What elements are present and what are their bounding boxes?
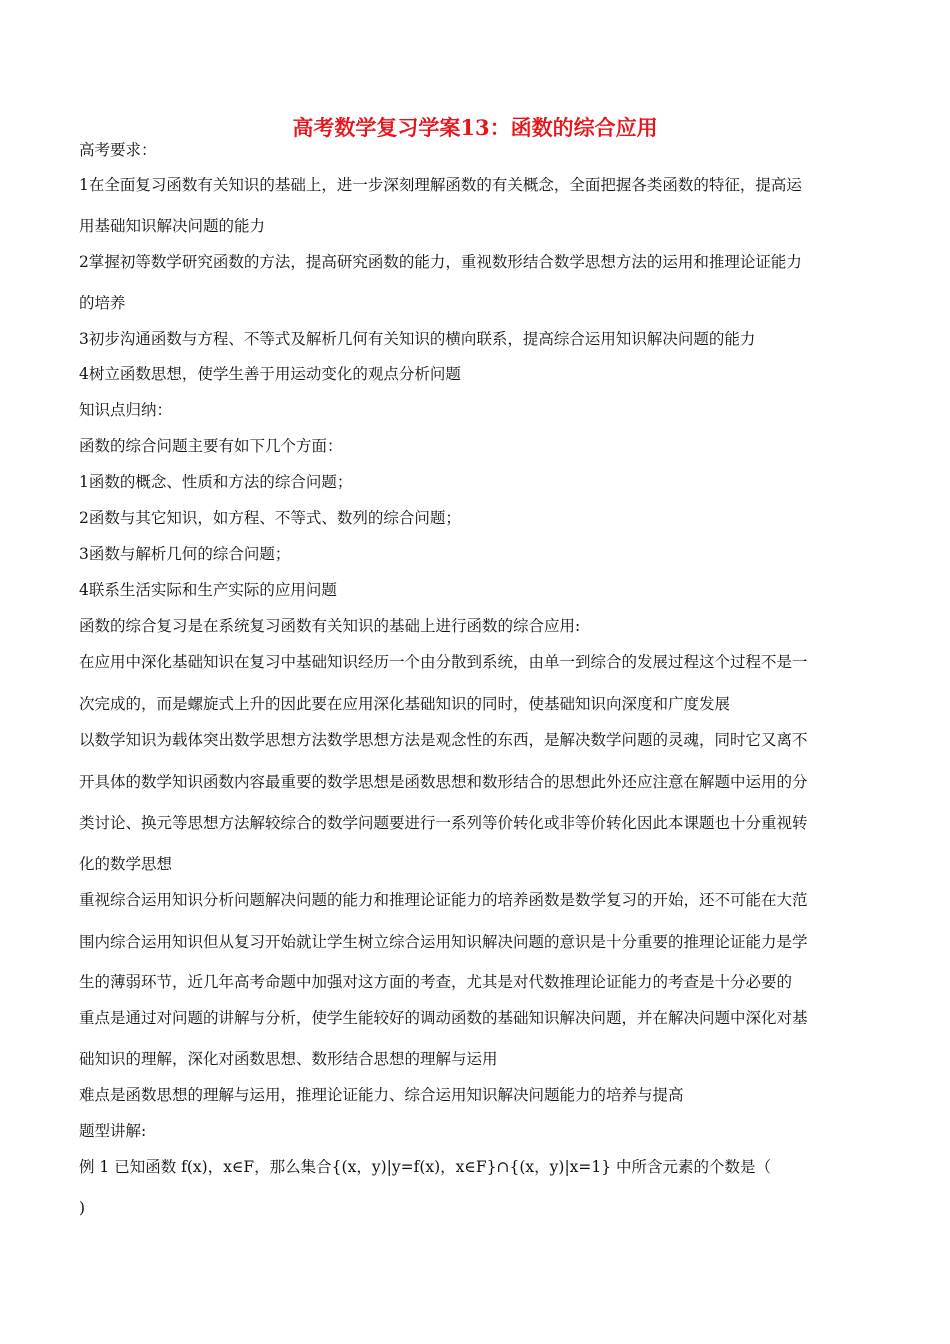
paragraph-line: 3初步沟通函数与方程、不等式及解析几何有关知识的横向联系，提高综合运用知识解决问题的能力 xyxy=(79,330,756,348)
list-item: 4联系生活实际和生产实际的应用问题 xyxy=(79,581,337,599)
paragraph-line: 化的数学思想 xyxy=(79,855,173,873)
paragraph-line: 函数的综合问题主要有如下几个方面： xyxy=(79,437,343,455)
section-heading-knowledge: 知识点归纳： xyxy=(79,401,173,419)
paragraph-line: 函数的综合复习是在系统复习函数有关知识的基础上进行函数的综合应用: xyxy=(79,617,581,635)
paragraph-line: 围内综合运用知识但从复习开始就让学生树立综合运用知识解决问题的意识是十分重要的推理论证能力是学 xyxy=(79,933,808,951)
paragraph-line: 重点是通过对问题的讲解与分析，使学生能较好的调动函数的基础知识解决问题，并在解决问题中深化对基 xyxy=(79,1009,808,1027)
paragraph-line: 用基础知识解决问题的能力 xyxy=(79,217,266,235)
section-heading-requirements: 高考要求： xyxy=(79,141,157,159)
paragraph-line: 次完成的，而是螺旋式上升的因此要在应用深化基础知识的同时，使基础知识向深度和广度发展 xyxy=(79,695,731,713)
paragraph-line: 类讨论、换元等思想方法解较综合的数学问题要进行一系列等价转化或非等价转化因此本课题也十分重视转 xyxy=(79,814,808,832)
paragraph-line: 以数学知识为载体突出数学思想方法数学思想方法是观念性的东西，是解决数学问题的灵魂，同时它又离不 xyxy=(79,731,808,749)
paragraph-line: 的培养 xyxy=(79,294,126,312)
paragraph-line: 础知识的理解，深化对函数思想、数形结合思想的理解与运用 xyxy=(79,1050,498,1068)
paragraph-line: 开具体的数学知识函数内容最重要的数学思想是函数思想和数形结合的思想此外还应注意在解题中运用的分 xyxy=(79,773,808,791)
example-question-continued: ) xyxy=(79,1199,86,1217)
paragraph-line: 难点是函数思想的理解与运用，推理论证能力、综合运用知识解决问题能力的培养与提高 xyxy=(79,1086,684,1104)
document-title: 高考数学复习学案13：函数的综合应用 xyxy=(292,115,658,140)
paragraph-line: 4树立函数思想，使学生善于用运动变化的观点分析问题 xyxy=(79,365,461,383)
paragraph-line: 生的薄弱环节，近几年高考命题中加强对这方面的考查，尤其是对代数推理论证能力的考查是十分必要的 xyxy=(79,973,793,991)
paragraph-line: 1在全面复习函数有关知识的基础上，进一步深刻理解函数的有关概念，全面把握各类函数的特征，提高运 xyxy=(79,176,802,194)
example-question: 例 1 已知函数 f(x)，x∈F，那么集合{(x，y)|y=f(x)，x∈F}∩{(x，y)|x=1} 中所含元素的个数是（ xyxy=(79,1158,772,1176)
list-item: 3函数与解析几何的综合问题； xyxy=(79,545,291,563)
section-heading-examples: 题型讲解: xyxy=(79,1122,147,1140)
list-item: 2函数与其它知识，如方程、不等式、数列的综合问题； xyxy=(79,509,461,527)
paragraph-line: 重视综合运用知识分析问题解决问题的能力和推理论证能力的培养函数是数学复习的开始，还不可能在大范 xyxy=(79,891,808,909)
paragraph-line: 在应用中深化基础知识在复习中基础知识经历一个由分散到系统，由单一到综合的发展过程这个过程不是一 xyxy=(79,653,808,671)
paragraph-line: 2掌握初等数学研究函数的方法，提高研究函数的能力，重视数形结合数学思想方法的运用和推理论证能力 xyxy=(79,253,802,271)
list-item: 1函数的概念、性质和方法的综合问题； xyxy=(79,473,353,491)
